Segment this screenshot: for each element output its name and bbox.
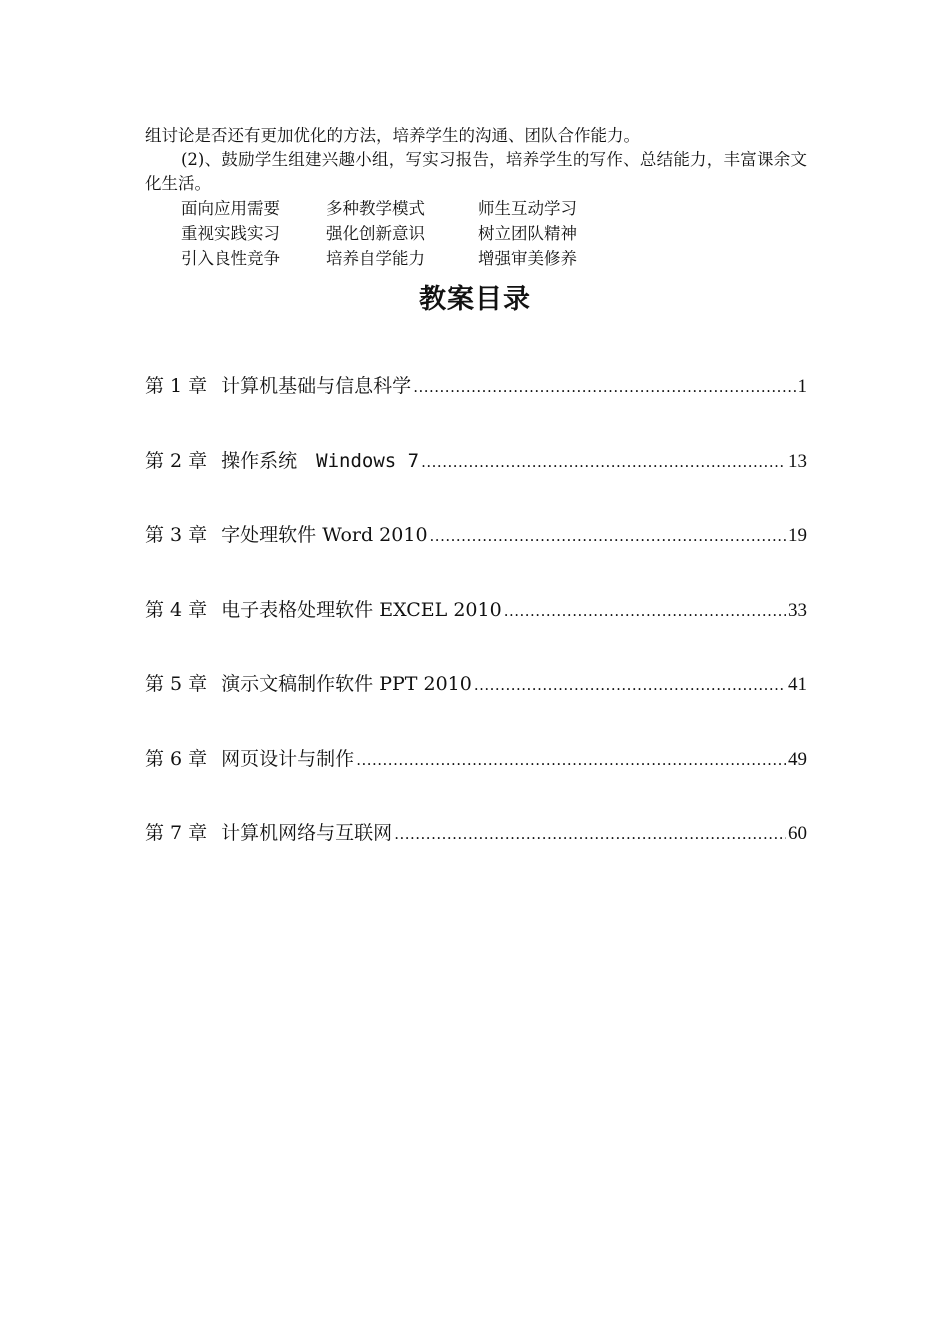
toc-chapter-title: 演示文稿制作软件 PPT 2010 bbox=[221, 673, 472, 695]
toc-chapter-label: 第 4 章 bbox=[145, 598, 208, 621]
toc-chapter-label: 第 7 章 bbox=[145, 822, 208, 844]
motto-cell: 树立团队精神 bbox=[478, 224, 577, 243]
toc-chapter-label: 第 2 章 bbox=[145, 449, 208, 472]
motto-row bbox=[181, 221, 628, 246]
motto-cell: 强化创新意识 bbox=[326, 224, 425, 243]
toc-chapter-label: 第 5 章 bbox=[145, 673, 208, 695]
toc-leader-dots bbox=[356, 746, 786, 774]
toc-entry-chapter-6[interactable] bbox=[145, 745, 807, 820]
toc-chapter-title: 网页设计与制作 bbox=[221, 747, 355, 770]
toc-page-number: 1 bbox=[797, 376, 807, 397]
toc-leader-dots bbox=[413, 373, 795, 401]
motto-cell: 增强审美修养 bbox=[478, 249, 577, 268]
motto-cell: 师生互动学习 bbox=[478, 199, 577, 218]
toc-entry-chapter-7[interactable] bbox=[145, 819, 807, 894]
toc-chapter-label: 第 6 章 bbox=[145, 747, 208, 770]
toc-leader-dots bbox=[394, 820, 786, 848]
intro-paragraph-1: 组讨论是否还有更加优化的方法，培养学生的沟通、团队合作能力。 bbox=[145, 126, 640, 145]
toc-chapter-label: 第 3 章 bbox=[145, 524, 208, 546]
toc-page-number: 13 bbox=[788, 450, 807, 472]
motto-row bbox=[181, 246, 628, 271]
toc-entry-chapter-4[interactable] bbox=[145, 596, 807, 671]
motto-cell: 面向应用需要 bbox=[181, 199, 280, 218]
motto-cell: 培养自学能力 bbox=[326, 249, 425, 268]
toc-leader-dots bbox=[430, 522, 786, 550]
motto-cell: 多种教学模式 bbox=[326, 199, 425, 218]
toc-entry-chapter-5[interactable] bbox=[145, 670, 807, 745]
toc-chapter-title: 字处理软件 Word 2010 bbox=[221, 524, 428, 546]
toc-entry-chapter-2[interactable] bbox=[145, 447, 807, 522]
toc-chapter-title: 电子表格处理软件 EXCEL 2010 bbox=[221, 598, 502, 621]
toc-leader-dots bbox=[474, 671, 786, 699]
motto-row bbox=[181, 196, 628, 221]
toc-entry-chapter-1[interactable] bbox=[145, 372, 807, 447]
table-of-contents bbox=[145, 372, 807, 894]
toc-chapter-label: 第 1 章 bbox=[145, 375, 208, 397]
toc-page-number: 33 bbox=[788, 599, 807, 621]
teaching-motto-table bbox=[181, 196, 628, 271]
intro-section bbox=[145, 124, 807, 271]
toc-page-number: 49 bbox=[788, 748, 807, 770]
toc-chapter-title: 操作系统 Windows 7 bbox=[221, 449, 420, 472]
toc-entry-chapter-3[interactable] bbox=[145, 521, 807, 596]
intro-paragraph-2: (2)、鼓励学生组建兴趣小组，写实习报告，培养学生的写作、总结能力，丰富课余文化生活。 bbox=[145, 150, 807, 193]
toc-title: 教案目录 bbox=[419, 284, 531, 315]
toc-chapter-title: 计算机基础与信息科学 bbox=[221, 375, 412, 397]
motto-cell: 引入良性竞争 bbox=[181, 249, 280, 268]
toc-page-number: 60 bbox=[788, 823, 807, 844]
toc-leader-dots bbox=[421, 448, 786, 476]
toc-page-number: 41 bbox=[788, 674, 807, 695]
toc-chapter-title: 计算机网络与互联网 bbox=[221, 822, 393, 844]
toc-leader-dots bbox=[504, 597, 786, 625]
motto-cell: 重视实践实习 bbox=[181, 224, 280, 243]
toc-page-number: 19 bbox=[788, 525, 807, 546]
